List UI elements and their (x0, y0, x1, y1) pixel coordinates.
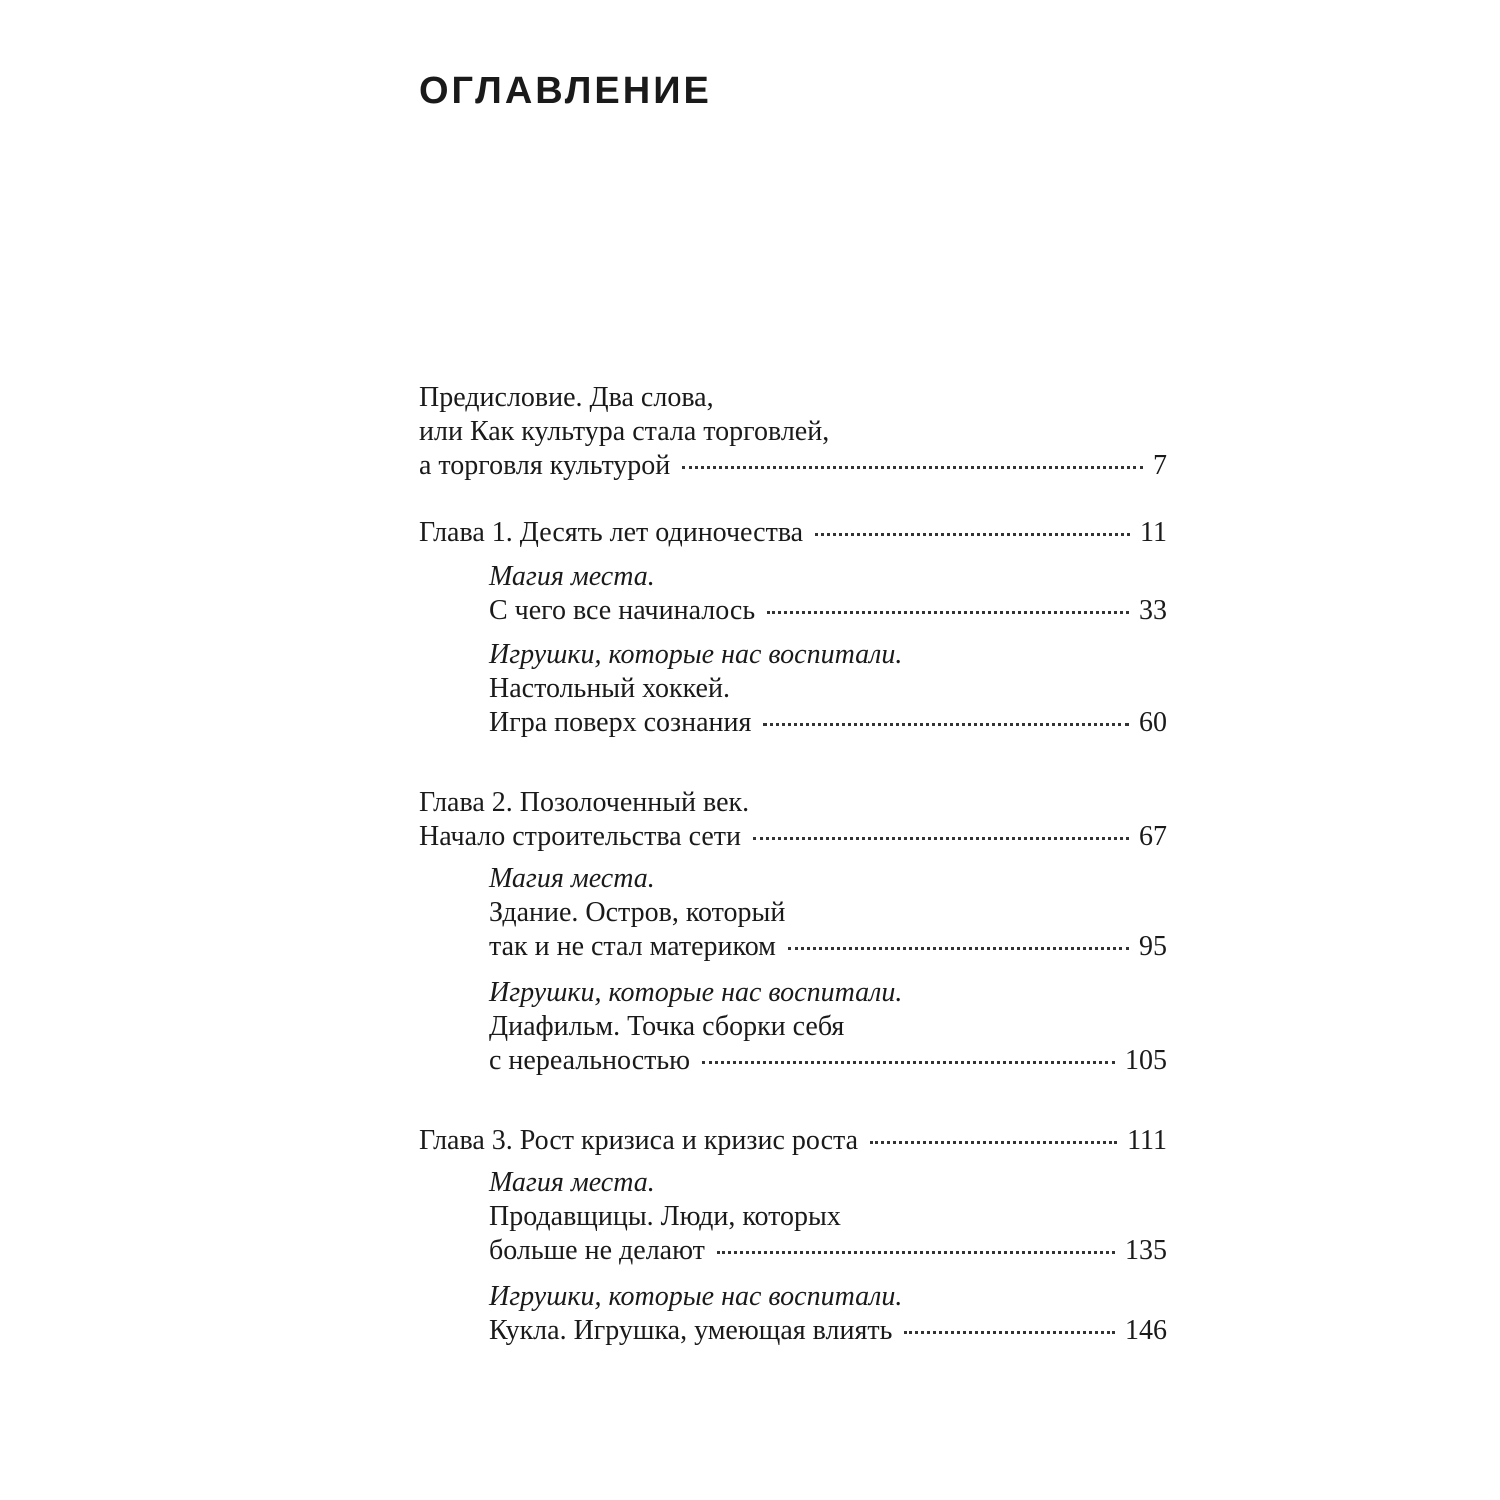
toc-entry-chapter-2[interactable] (419, 786, 1167, 854)
entry-title-line: Продавщицы. Люди, которых (489, 1201, 841, 1232)
entry-rubric: Магия места. (489, 863, 655, 894)
page-number: 67 (1139, 821, 1167, 852)
dot-leader (767, 611, 1129, 614)
dot-leader (763, 723, 1129, 726)
toc-entry-ch2-place[interactable] (489, 862, 1167, 964)
entry-title-line: Глава 2. Позолоченный век. (419, 787, 750, 818)
entry-rubric: Магия места. (489, 561, 655, 592)
toc-entry-ch1-toys[interactable] (489, 638, 1167, 740)
entry-title-line: Глава 1. Десять лет одиночества (419, 517, 804, 548)
toc-entry-ch3-toys[interactable] (489, 1280, 1167, 1348)
page-number: 33 (1139, 595, 1167, 626)
dot-leader (717, 1251, 1115, 1254)
dot-leader (682, 466, 1143, 469)
toc-entry-ch2-toys[interactable] (489, 976, 1167, 1078)
page-number: 105 (1125, 1045, 1167, 1076)
page-number: 135 (1125, 1235, 1167, 1266)
dot-leader (870, 1141, 1117, 1144)
entry-title-line: Кукла. Игрушка, умеющая влиять (489, 1315, 893, 1346)
page-title: ОГЛАВЛЕНИЕ (419, 70, 712, 112)
page-number: 7 (1153, 450, 1167, 481)
page-number: 95 (1139, 931, 1167, 962)
entry-title-line: так и не стал материком (489, 931, 776, 962)
dot-leader (815, 533, 1130, 536)
entry-rubric: Игрушки, которые нас воспитали. (489, 977, 903, 1008)
dot-leader (904, 1331, 1115, 1334)
entry-rubric: Магия места. (489, 1167, 655, 1198)
entry-title-line: Здание. Остров, который (489, 897, 786, 928)
page-number: 60 (1139, 707, 1167, 738)
entry-title-line: Диафильм. Точка сборки себя (489, 1011, 845, 1042)
dot-leader (753, 837, 1129, 840)
entry-title-line: а торговля культурой (419, 450, 671, 481)
page-number: 11 (1140, 517, 1167, 548)
entry-rubric: Игрушки, которые нас воспитали. (489, 1281, 903, 1312)
page-number: 111 (1127, 1125, 1167, 1156)
entry-title-line: Предисловие. Два слова, (419, 382, 714, 413)
dot-leader (788, 947, 1129, 950)
entry-title-line: Настольный хоккей. (489, 673, 730, 704)
entry-title-line: с нереальностью (489, 1045, 691, 1076)
toc-entry-preface[interactable] (419, 381, 1167, 483)
entry-title-line: больше не делают (489, 1235, 705, 1266)
toc-entry-chapter-3[interactable] (419, 1124, 1167, 1158)
page-number: 146 (1125, 1315, 1167, 1346)
entry-title-line: Игра поверх сознания (489, 707, 752, 738)
entry-rubric: Игрушки, которые нас воспитали. (489, 639, 903, 670)
entry-title-line: или Как культура стала торговлей, (419, 416, 830, 447)
entry-title-line: С чего все начиналось (489, 595, 756, 626)
entry-title-line: Глава 3. Рост кризиса и кризис роста (419, 1125, 859, 1156)
toc-entry-ch3-place[interactable] (489, 1166, 1167, 1268)
toc-entry-ch1-place[interactable] (489, 560, 1167, 628)
toc-entry-chapter-1[interactable] (419, 516, 1167, 550)
entry-title-line: Начало строительства сети (419, 821, 742, 852)
dot-leader (702, 1061, 1115, 1064)
